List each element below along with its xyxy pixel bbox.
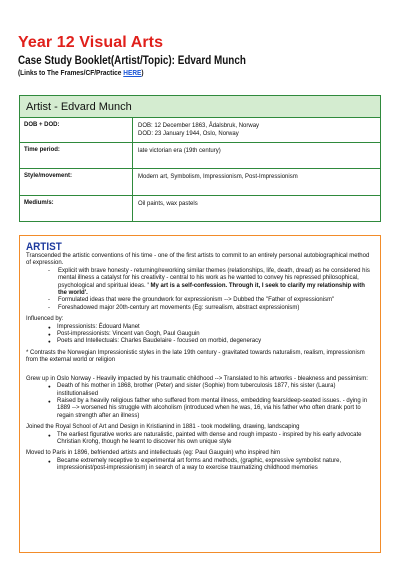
bullet-text: Formulated ideas that were the groundwork for expressionism --> Dubbed the "Father of expressionism" xyxy=(58,297,335,304)
quote-text: ' My art is a self-confession. Through it, I seek to clarify my relationship with the world'. xyxy=(58,282,365,297)
dod-value: DOD: 23 January 1944, Oslo, Norway xyxy=(138,131,239,137)
row-value: Modern art, Symbolism, Impressionism, Post-Impressionism xyxy=(138,174,298,180)
row-value: Oil paints, wax pastels xyxy=(138,201,198,207)
list-item: ● Poets and Intellectuals: Charles Baudelaire - focused on morbid, degeneracy xyxy=(48,338,374,345)
intro-paragraph: Transcended the artistic conventions of his time - one of the first artists to commit to an entirely personal autobiographical method of expression. xyxy=(26,253,370,267)
list-item: ● Death of his mother in 1868, brother (Peter) and sister (Sophie) from tuberculosis 1877, his sister (Laura) institutionalised xyxy=(48,383,374,398)
artist-info-table xyxy=(19,95,381,222)
row-label: Style/movement: xyxy=(20,169,133,195)
contrast-note: * Contrasts the Norwegian Impressionistic styles in the late 19th century - gravitated towards naturalism, realism, impressionism from the external world or religion xyxy=(26,349,365,364)
row-value xyxy=(133,118,380,142)
links-line xyxy=(18,68,336,78)
row-label: Time period: xyxy=(20,143,133,168)
page-title: Year 12 Visual Arts xyxy=(18,34,164,51)
section-heading: ARTIST xyxy=(26,241,62,253)
school-paragraph: Joined the Royal School of Art and Design in Kristianind in 1881 - took modelling, drawing, landscaping xyxy=(26,424,300,431)
list-item xyxy=(48,268,374,298)
list-item: ● The earliest figurative works are naturalistic, painted with dense and rough impasto - inspired by his early advocate Christian Krohg, though he learnt to discover his own unique style xyxy=(48,432,374,447)
list-item xyxy=(48,297,374,304)
list-item: ● Became extremely receptive to experimental art forms and methods, (graphic, expressive symbolist nature, impressionist/post-impressionism) in search of a way to exercise traumatizing childhood memories xyxy=(48,458,374,473)
page-subtitle: Case Study Booklet(Artist/Topic): Edvard Munch xyxy=(18,55,246,67)
table-row-medium xyxy=(20,196,380,221)
document-header xyxy=(18,34,388,78)
list-item: ● Impressionists: Édouard Manet xyxy=(48,324,374,331)
links-suffix: ) xyxy=(141,68,144,77)
list-item xyxy=(48,305,374,312)
school-points-list xyxy=(48,432,374,447)
info-table-heading xyxy=(20,96,380,118)
list-item: ● Post-impressionists: Vincent van Gogh, Paul Gauguin xyxy=(48,331,374,338)
row-value: late victorian era (19th century) xyxy=(138,148,221,154)
artist-name-heading: Artist - Edvard Munch xyxy=(26,100,132,113)
row-label: DOB + DOD: xyxy=(20,118,133,142)
intro-bullet-list xyxy=(48,268,374,312)
list-item: ● Raised by a heavily religious father who suffered from mental illness, embedding fears/deep-seated issues. - dying in 1889 --> worsened his struggle with alcoholism (introduced when he was, 16, via his father who often drank port to regain strength after an illness) xyxy=(48,398,374,420)
dob-value: DOB: 12 December 1863, Ådalsbruk, Norway xyxy=(138,123,260,129)
paris-points-list xyxy=(48,458,374,473)
table-row-style xyxy=(20,169,380,196)
influences-list xyxy=(48,324,374,346)
oslo-points-list xyxy=(48,383,374,420)
table-row-dob xyxy=(20,118,380,143)
influenced-label: Influenced by: xyxy=(26,316,64,323)
oslo-paragraph: Grew up in Oslo Norway - Heavily impacted by his traumatic childhood --> Translated to his artworks - bleakness and pessimism: xyxy=(26,375,368,382)
paris-paragraph: Moved to Paris in 1896, befriended artists and intellectuals (eg: Paul Gauguin) who inspired him xyxy=(26,450,281,457)
bullet-text: Foreshadowed major 20th-century art movements (Eg: surrealism, abstract expressionism) xyxy=(58,304,300,311)
table-row-time-period xyxy=(20,143,380,169)
links-prefix: (Links to The Frames/CF/Practice xyxy=(18,68,124,77)
row-label: Medium/s: xyxy=(20,196,133,221)
here-link[interactable]: HERE xyxy=(123,68,142,77)
artist-section xyxy=(19,235,381,553)
bullet-text: Explicit with brave honesty - returning/reworking similar themes (relationships, life, death, dread) as he considered his mental illness a catalyst for his creativity - central to his work as he wanted to convey his repressed philosophical, psychological and spiritual ideas. xyxy=(58,267,370,289)
